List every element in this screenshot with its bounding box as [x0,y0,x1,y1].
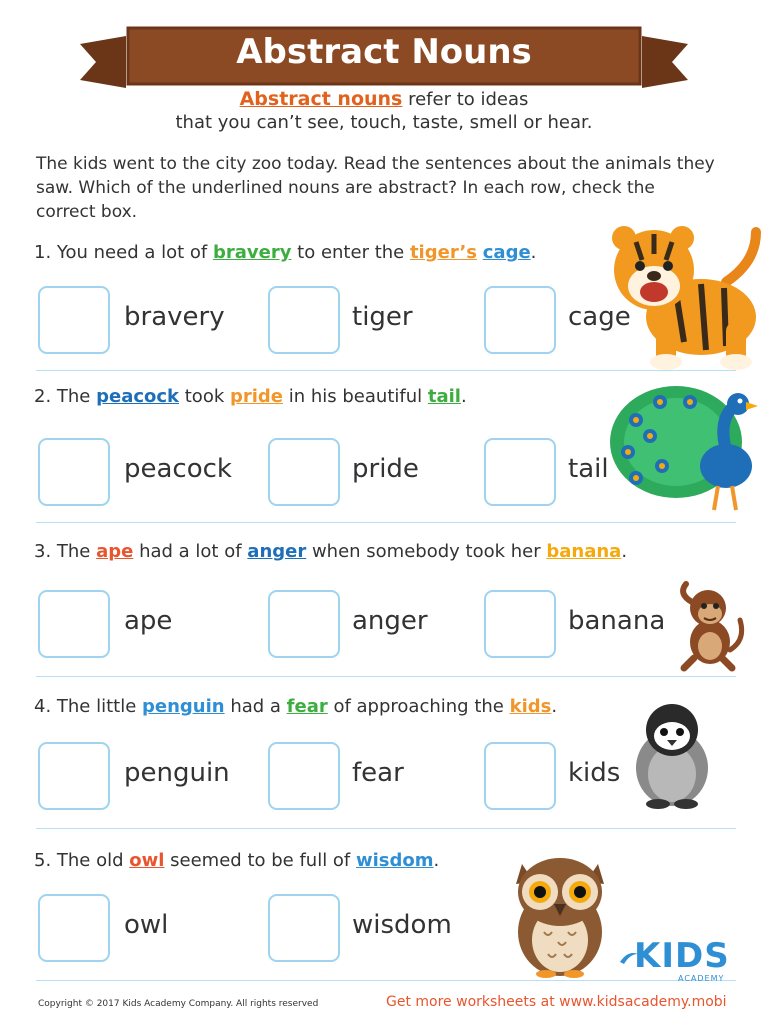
option-label-wisdom: wisdom [352,910,452,940]
q3-noun-anger: anger [247,541,307,562]
q1-noun-cage: cage [482,242,531,263]
q4-text: had a [224,696,287,717]
question-2-sentence [34,386,467,407]
option-label-tail: tail [568,454,609,484]
checkbox-cage[interactable] [484,286,556,354]
question-4-sentence [34,696,557,717]
q5-text: . [433,850,440,871]
checkbox-anger[interactable] [268,590,340,658]
q2-text: 2. The [34,386,97,407]
instructions: The kids went to the city zoo today. Read the sentences about the animals they saw. Which of the underlined nouns are abstract? In each row, check the correct box. [36,154,715,222]
q2-text: took [179,386,230,407]
option-label-bravery: bravery [124,302,225,332]
option-label-ape: ape [124,606,173,636]
worksheets-promo-link[interactable]: Get more worksheets at www.kidsacademy.mobi [386,994,727,1010]
q5-text: seemed to be full of [164,850,356,871]
option-label-owl: owl [124,910,169,940]
q3-noun-banana: banana [546,541,622,562]
owl-illustration [508,846,612,978]
option-label-peacock: peacock [124,454,232,484]
copyright-notice: Copyright © 2017 Kids Academy Company. All rights reserved [38,999,319,1009]
q2-text: in his beautiful [283,386,428,407]
q3-text: 3. The [34,541,97,562]
option-label-anger: anger [352,606,428,636]
q3-text: when somebody took her [306,541,547,562]
checkbox-bravery[interactable] [38,286,110,354]
question-3-sentence [34,541,627,562]
q4-noun-penguin: penguin [142,696,225,717]
row-divider [36,828,736,829]
checkbox-banana[interactable] [484,590,556,658]
q1-text: 1. You need a lot of [34,242,213,263]
option-label-fear: fear [352,758,404,788]
q1-noun-tigers: tiger’s [409,242,478,263]
q4-noun-fear: fear [286,696,328,717]
q4-text: 4. The little [34,696,143,717]
peacock-illustration [606,380,766,520]
option-label-pride: pride [352,454,419,484]
q3-noun-ape: ape [96,541,134,562]
checkbox-fear[interactable] [268,742,340,810]
checkbox-pride[interactable] [268,438,340,506]
q3-text: had a lot of [133,541,248,562]
q2-noun-tail: tail [427,386,461,407]
q4-text: of approaching the [327,696,510,717]
q5-text: 5. The old [34,850,130,871]
checkbox-wisdom[interactable] [268,894,340,962]
penguin-illustration [630,700,714,810]
q1-text: to enter the [291,242,410,263]
q2-noun-pride: pride [229,386,284,407]
checkbox-kids[interactable] [484,742,556,810]
checkbox-tail[interactable] [484,438,556,506]
row-divider [36,676,736,677]
q3-text: . [621,541,628,562]
option-label-tiger: tiger [352,302,413,332]
option-label-cage: cage [568,302,631,332]
page-title: Abstract Nouns [236,32,532,72]
definition-line-1 [40,88,728,110]
tiger-illustration [606,222,764,372]
q4-text: . [551,696,558,717]
q2-noun-peacock: peacock [96,386,180,407]
q5-noun-wisdom: wisdom [356,850,434,871]
q5-noun-owl: owl [129,850,165,871]
definition-line-2: that you can’t see, touch, taste, smell or hear. [175,112,593,133]
kids-academy-logo [620,936,740,986]
option-label-banana: banana [568,606,666,636]
checkbox-penguin[interactable] [38,742,110,810]
q1-text: . [530,242,537,263]
definition-term: Abstract nouns [239,88,403,110]
question-1-sentence [34,242,536,263]
option-label-kids: kids [568,758,621,788]
monkey-illustration [672,580,748,672]
checkbox-peacock[interactable] [38,438,110,506]
q4-noun-kids: kids [509,696,552,717]
checkbox-tiger[interactable] [268,286,340,354]
logo-kids: KIDS [634,936,730,976]
q1-noun-bravery: bravery [212,242,292,263]
question-5-sentence [34,850,439,871]
checkbox-ape[interactable] [38,590,110,658]
logo-academy: ACADEMY [678,974,725,983]
q2-text: . [460,386,467,407]
option-label-penguin: penguin [124,758,230,788]
definition-rest: refer to ideas [402,89,529,110]
checkbox-owl[interactable] [38,894,110,962]
row-divider [36,522,736,523]
